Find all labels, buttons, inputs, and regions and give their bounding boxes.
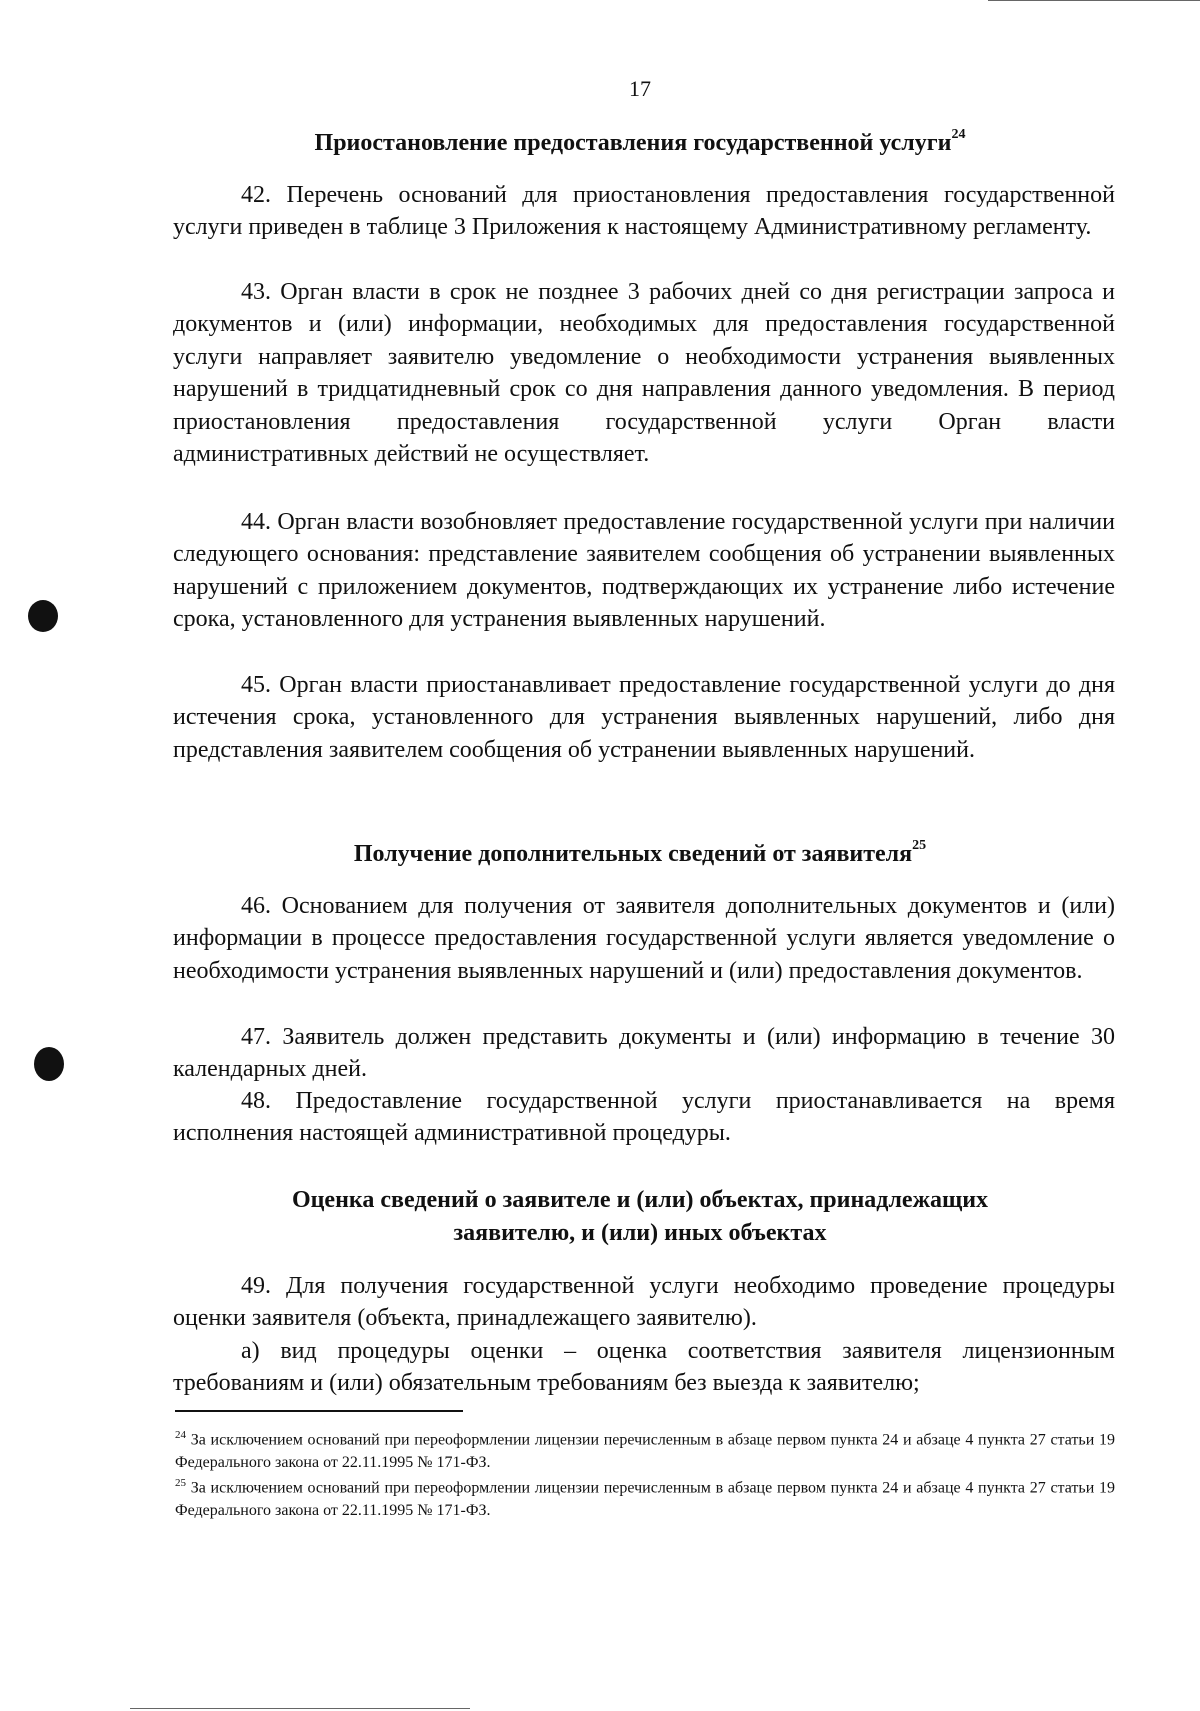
- section-heading: [160, 121, 1120, 160]
- paragraph: 47. Заявитель должен представить документы и (или) информацию в течение 30 календарных дней.: [173, 1024, 1115, 1083]
- section-heading-line: Оценка сведений о заявителе и (или) объектах, принадлежащих: [291, 1187, 989, 1213]
- section-heading: [160, 832, 1120, 871]
- section-heading-text: Получение дополнительных сведений от заявителя: [353, 841, 913, 867]
- paragraph: 43. Орган власти в срок не позднее 3 рабочих дней со дня регистрации запроса и документов и (или) информации, необходимых для предоставления государственной услуги направляет заявителю уведомление о необходимости устранения выявленных нарушений в тридцатидневный срок со дня направления данного уведомления. В период приостановления предоставления государственной услуги Орган власти административных действий не осуществляет.: [173, 279, 1115, 468]
- footnote-separator: [175, 1410, 463, 1412]
- footnote-text: За исключением оснований при переоформлении лицензии перечисленным в абзаце первом пункта 24 и абзаце 4 пункта 27 статьи 19 Федерального закона от 22.11.1995 № 171-ФЗ.: [175, 1431, 1116, 1472]
- paragraph: 45. Орган власти приостанавливает предоставление государственной услуги до дня истечения срока, установленного для устранения выявленных нарушений, либо дня представления заявителем сообщения об устранении выявленных нарушений.: [173, 672, 1115, 763]
- footnote-ref: 25: [912, 838, 927, 853]
- paragraph: 44. Орган власти возобновляет предоставление государственной услуги при наличии следующего основания: представление заявителем сообщения об устранении выявленных нарушений с приложением документов, подтверждающих их устранение либо истечение срока, установленного для устранения выявленных нарушений.: [173, 509, 1115, 633]
- footnote-mark: 25: [175, 1477, 186, 1489]
- punch-hole-mark: [34, 1047, 64, 1081]
- footnote-mark: 24: [175, 1429, 186, 1441]
- footnote-text: За исключением оснований при переоформлении лицензии перечисленным в абзаце первом пункта 24 и абзаце 4 пункта 27 статьи 19 Федерального закона от 22.11.1995 № 171-ФЗ.: [175, 1479, 1116, 1520]
- footnote-ref: 24: [951, 127, 966, 142]
- paragraph: 46. Основанием для получения от заявителя дополнительных документов и (или) информации в процессе предоставления государственной услуги является уведомление о необходимости устранения выявленных нарушений и (или) предоставления документов.: [173, 893, 1115, 984]
- paragraph: 48. Предоставление государственной услуги приостанавливается на время исполнения настоящей административной процедуры.: [173, 1088, 1115, 1147]
- list-item: а) вид процедуры оценки – оценка соответствия заявителя лицензионным требованиям и (или) обязательным требованиям без выезда к заявителю;: [173, 1338, 1115, 1397]
- section-heading-text: Приостановление предоставления государственной услуги: [314, 130, 952, 156]
- paragraph: 49. Для получения государственной услуги необходимо проведение процедуры оценки заявителя (объекта, принадлежащего заявителю).: [173, 1273, 1115, 1332]
- footnote: [175, 1424, 1115, 1474]
- section-heading-line: заявителю, и (или) иных объектах: [453, 1220, 827, 1246]
- footnote: [175, 1472, 1115, 1522]
- punch-hole-mark: [28, 600, 58, 632]
- page-number: 17: [629, 76, 651, 101]
- section-heading: [160, 1184, 1120, 1250]
- scan-edge-bottom: [130, 1708, 470, 1709]
- scan-edge-top: [988, 0, 1200, 1]
- paragraph: 42. Перечень оснований для приостановления предоставления государственной услуги приведен в таблице 3 Приложения к настоящему Административному регламенту.: [173, 182, 1115, 241]
